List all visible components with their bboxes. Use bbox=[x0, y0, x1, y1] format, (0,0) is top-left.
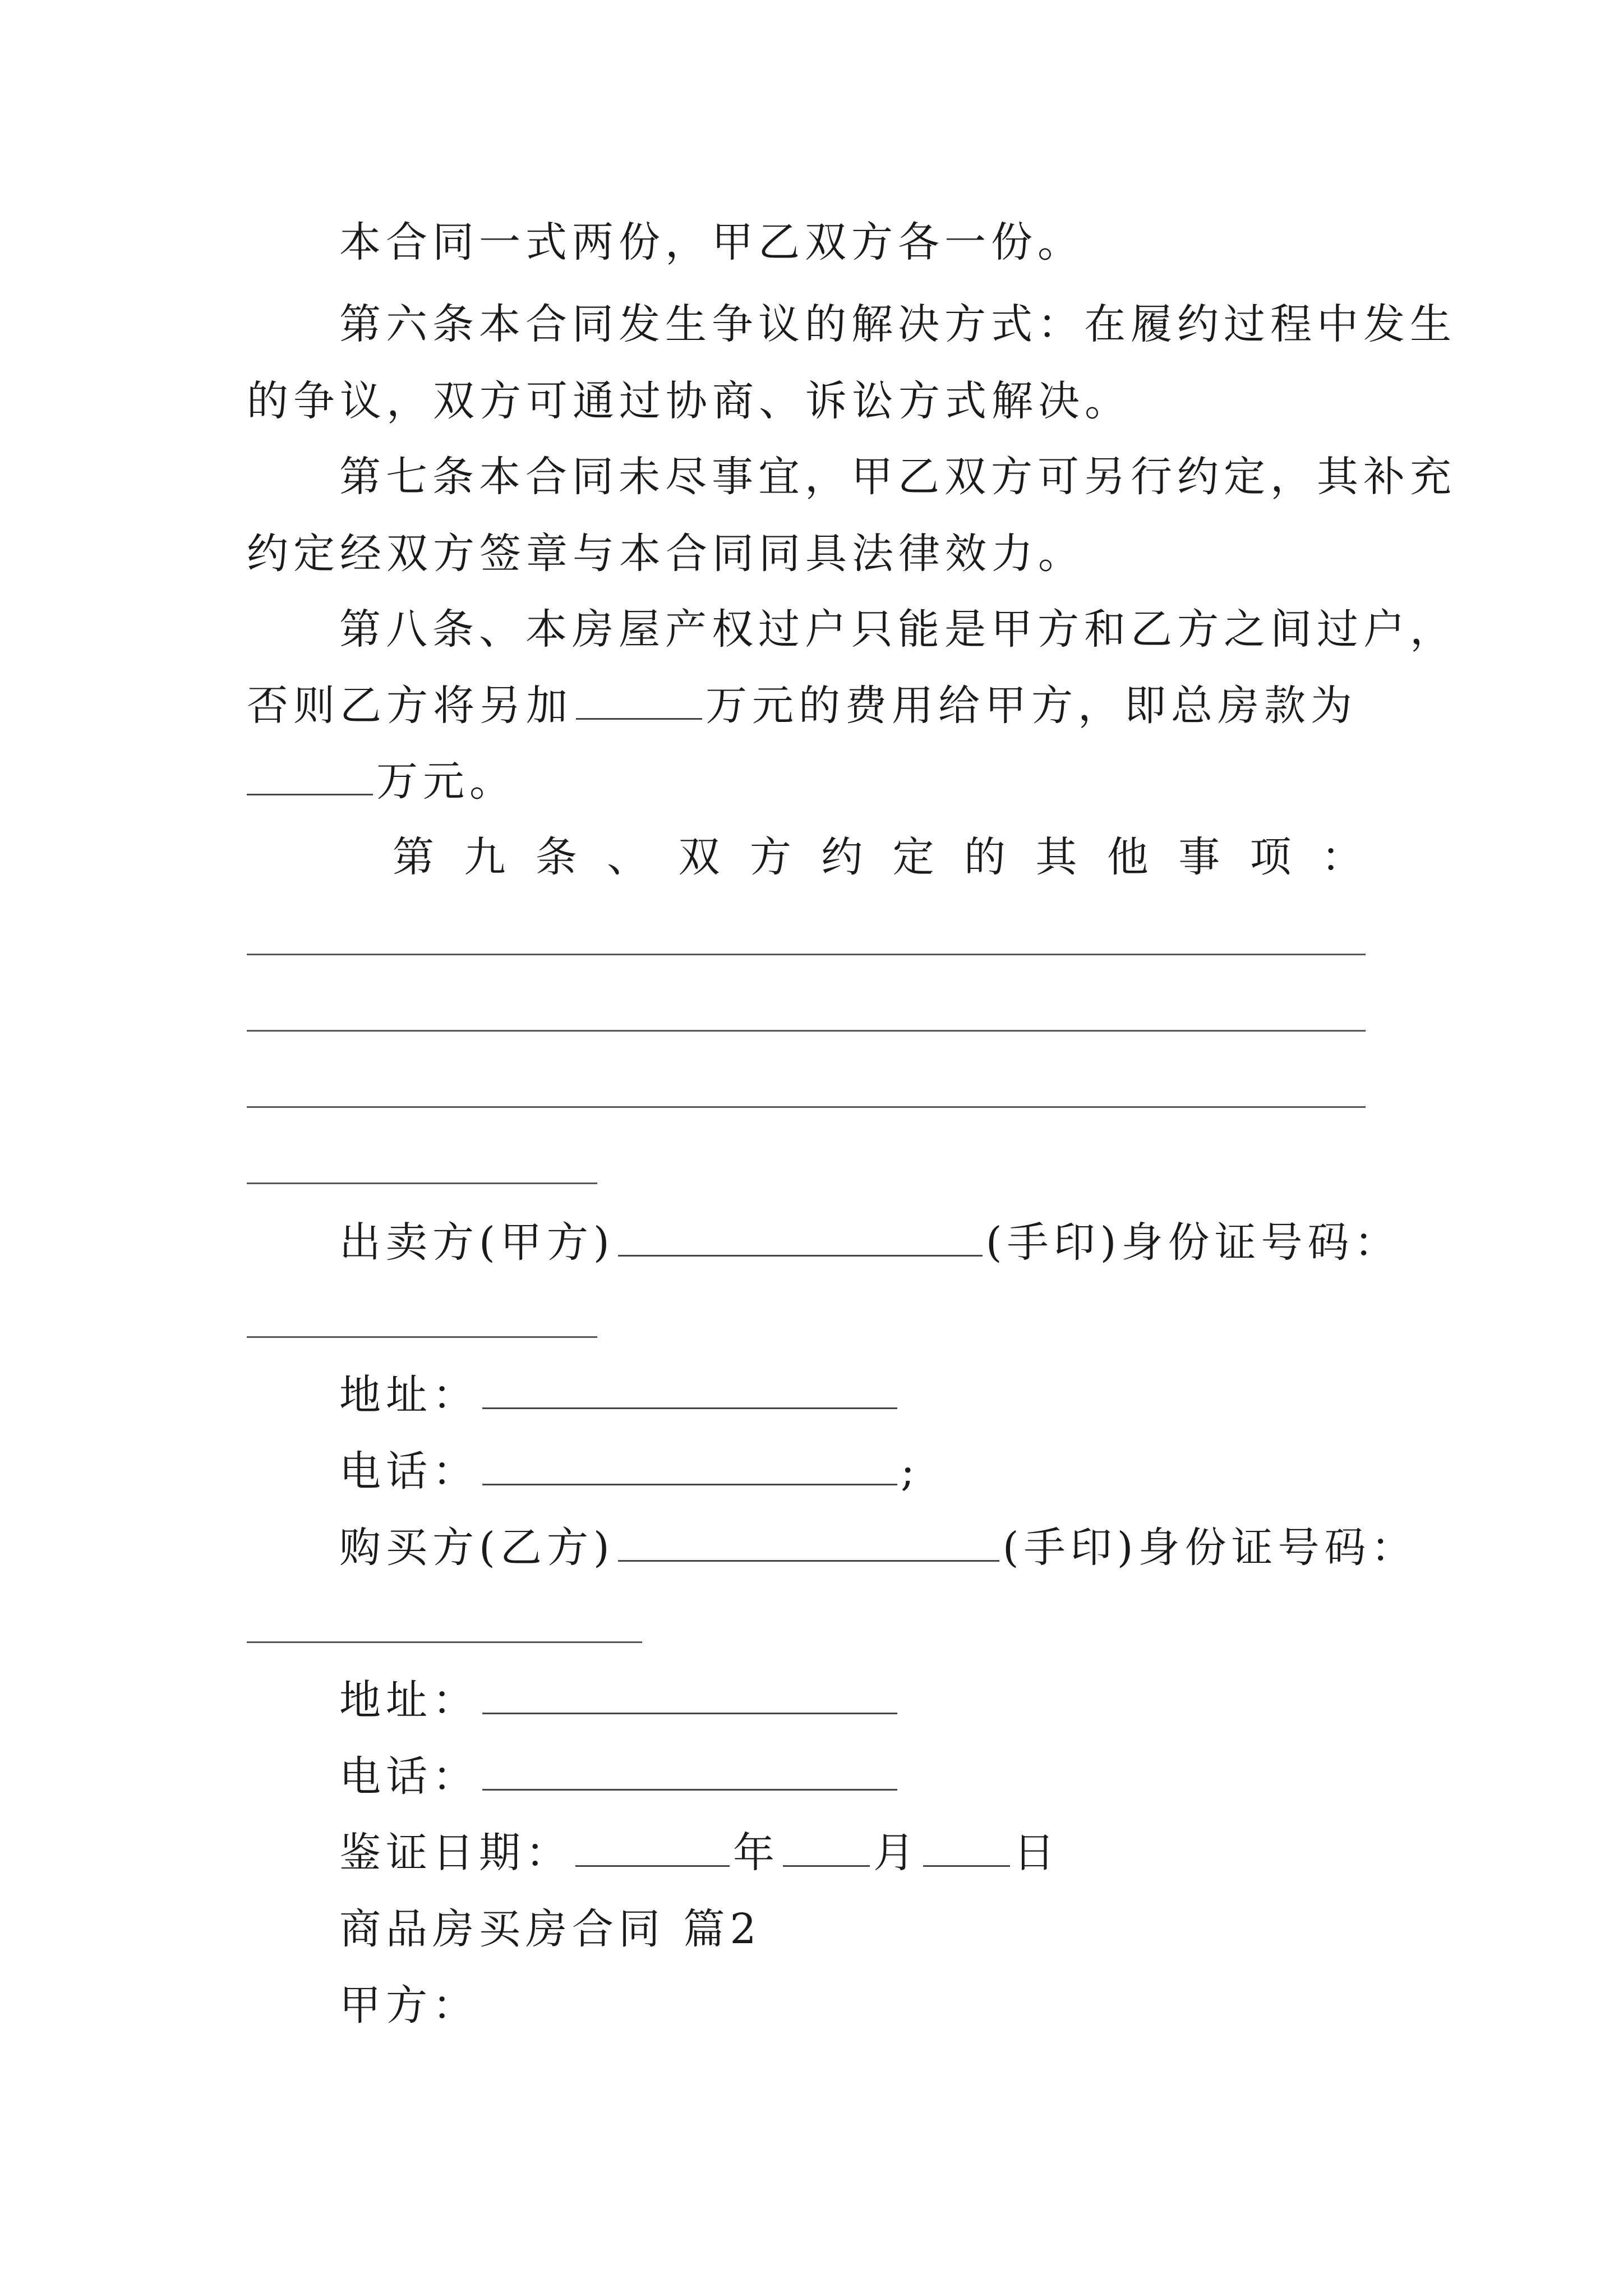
buyer-phone-label: 电话： bbox=[339, 1752, 479, 1801]
seller-address-blank[interactable] bbox=[482, 1370, 897, 1409]
buyer-phone-blank[interactable] bbox=[482, 1752, 897, 1791]
buyer-name-blank[interactable] bbox=[618, 1523, 999, 1562]
article-9-char: 、 bbox=[607, 833, 649, 881]
seller-address-label: 地址： bbox=[339, 1371, 479, 1419]
month-blank[interactable] bbox=[783, 1828, 870, 1867]
article-9-heading bbox=[393, 829, 1363, 885]
article-7-line-2: 约定经双方签章与本合同同具法律效力。 bbox=[247, 530, 1085, 578]
month-label: 月 bbox=[873, 1829, 920, 1877]
article-9-char: 第 bbox=[393, 833, 434, 881]
seller-id-blank[interactable] bbox=[247, 1336, 597, 1338]
seller-label: 出卖方(甲方) bbox=[339, 1218, 615, 1267]
party-a-label: 甲方： bbox=[339, 1981, 479, 2030]
article-6-line-2: 的争议，双方可通过协商、诉讼方式解决。 bbox=[247, 377, 1131, 425]
day-blank[interactable] bbox=[923, 1828, 1010, 1867]
buyer-fingerprint-label: (手印)身份证号码： bbox=[1002, 1524, 1418, 1572]
article-9-char: 事 bbox=[1178, 833, 1220, 881]
other-matters-line-1[interactable] bbox=[247, 954, 1366, 955]
buyer-address-blank[interactable] bbox=[482, 1676, 897, 1714]
article-6-line-1: 第六条本合同发生争议的解决方式：在履约过程中发生 bbox=[339, 300, 1456, 348]
article-8-text-c: 万元。 bbox=[376, 757, 516, 806]
article-8-line-3 bbox=[247, 753, 516, 809]
seller-name-blank[interactable] bbox=[618, 1218, 983, 1257]
other-matters-line-2[interactable] bbox=[247, 1030, 1366, 1032]
seller-phone-suffix: ; bbox=[901, 1447, 920, 1496]
seller-phone-line bbox=[339, 1443, 920, 1499]
other-matters-line-4[interactable] bbox=[247, 1182, 597, 1184]
buyer-line bbox=[339, 1520, 1418, 1576]
article-8-line-2 bbox=[247, 678, 1357, 734]
next-contract-title: 商品房买房合同 篇2 bbox=[339, 1905, 762, 1953]
buyer-address-label: 地址： bbox=[339, 1676, 479, 1724]
article-9-char: 的 bbox=[964, 833, 1006, 881]
article-7-line-1: 第七条本合同未尽事宜，甲乙双方可另行约定，其补充 bbox=[339, 453, 1456, 501]
buyer-phone-line bbox=[339, 1749, 901, 1805]
seller-fingerprint-label: (手印)身份证号码： bbox=[985, 1218, 1401, 1267]
year-blank[interactable] bbox=[575, 1828, 730, 1867]
buyer-id-blank[interactable] bbox=[247, 1641, 642, 1643]
article-9-char: 其 bbox=[1035, 833, 1077, 881]
article-9-char: 约 bbox=[821, 833, 863, 881]
article-9-char: 双 bbox=[678, 833, 720, 881]
article-8-text-b: 万元的费用给甲方，即总房款为 bbox=[706, 682, 1357, 730]
article-8-text-a: 否则乙方将另加 bbox=[247, 682, 573, 730]
buyer-address-line bbox=[339, 1672, 901, 1728]
article-9-char: 他 bbox=[1106, 833, 1149, 881]
other-matters-line-3[interactable] bbox=[247, 1106, 1366, 1108]
total-price-blank[interactable] bbox=[247, 757, 373, 795]
day-label: 日 bbox=[1013, 1829, 1060, 1877]
paragraph-copies: 本合同一式两份，甲乙双方各一份。 bbox=[339, 218, 1084, 266]
buyer-label: 购买方(乙方) bbox=[339, 1524, 615, 1572]
seller-phone-blank[interactable] bbox=[482, 1447, 897, 1485]
verification-date-label: 鉴证日期： bbox=[339, 1829, 572, 1877]
article-9-char: ： bbox=[1321, 833, 1363, 881]
seller-phone-label: 电话： bbox=[339, 1447, 479, 1496]
verification-date-line bbox=[339, 1825, 1060, 1881]
article-8-line-1: 第八条、本房屋产权过户只能是甲方和乙方之间过户， bbox=[339, 605, 1456, 654]
article-9-char: 定 bbox=[892, 833, 934, 881]
article-9-char: 条 bbox=[535, 833, 577, 881]
seller-line bbox=[339, 1214, 1401, 1271]
article-9-char: 九 bbox=[464, 833, 506, 881]
article-9-char: 方 bbox=[749, 833, 791, 881]
year-label: 年 bbox=[733, 1829, 780, 1877]
article-9-char: 项 bbox=[1249, 833, 1292, 881]
extra-fee-blank[interactable] bbox=[576, 681, 702, 720]
seller-address-line bbox=[339, 1367, 901, 1423]
